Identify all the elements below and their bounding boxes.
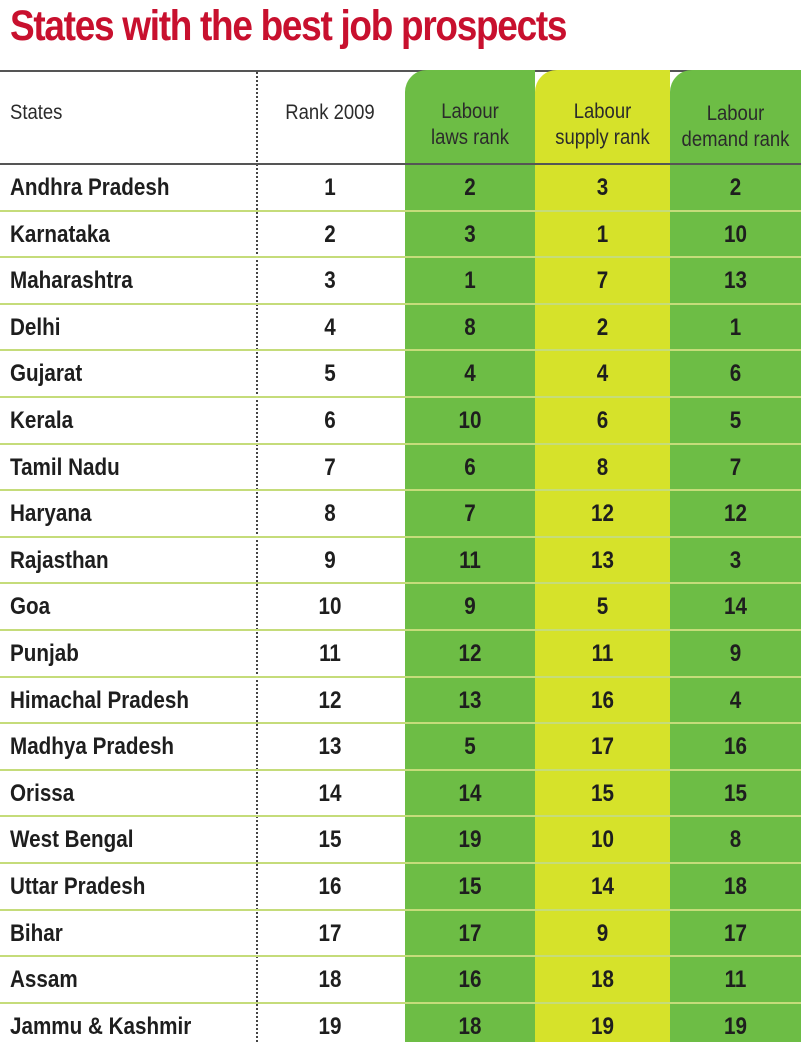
rank-2009-cell: 14 <box>318 779 342 807</box>
state-cell: Jammu & Kashmir <box>10 1012 192 1040</box>
rank-2009-cell: 9 <box>324 546 336 574</box>
rank-2009-cell: 19 <box>318 1012 342 1040</box>
labour-demand-rank-cell: 5 <box>729 406 742 434</box>
state-cell: Delhi <box>10 313 61 341</box>
rank-2009-cell: 3 <box>324 267 336 295</box>
rank-2009-cell: 7 <box>324 453 336 481</box>
state-cell: Bihar <box>10 919 63 947</box>
labour-supply-rank-cell: 4 <box>596 360 609 388</box>
labour-laws-rank-cell: 8 <box>464 313 476 341</box>
labour-laws-rank-cell: 2 <box>464 174 476 201</box>
table-row <box>0 258 801 305</box>
labour-demand-rank-cell: 2 <box>729 174 742 201</box>
table-row <box>0 351 801 398</box>
table-row <box>0 771 801 818</box>
labour-laws-rank-cell: 1 <box>464 267 476 295</box>
rank-2009-cell: 1 <box>324 174 336 201</box>
rank-2009-cell: 8 <box>324 500 336 528</box>
labour-demand-rank-cell: 10 <box>724 220 747 248</box>
table-row <box>0 398 801 445</box>
table-row <box>0 584 801 631</box>
state-cell: Himachal Pradesh <box>10 686 189 714</box>
labour-demand-rank-cell: 9 <box>729 639 742 667</box>
table-row <box>0 817 801 864</box>
rank-2009-cell: 10 <box>318 593 342 621</box>
rank-2009-cell: 2 <box>324 220 336 248</box>
state-cell: Assam <box>10 966 78 994</box>
table-row <box>0 538 801 585</box>
state-cell: West Bengal <box>10 826 134 854</box>
labour-laws-rank-cell: 14 <box>458 779 482 807</box>
labour-supply-rank-cell: 7 <box>596 267 609 295</box>
state-cell: Tamil Nadu <box>10 453 120 481</box>
labour-demand-rank-cell: 17 <box>724 919 747 947</box>
labour-supply-rank-cell: 10 <box>591 826 614 854</box>
labour-laws-rank-cell: 9 <box>464 593 476 621</box>
table-row <box>0 678 801 725</box>
table-row <box>0 957 801 1004</box>
labour-demand-rank-cell: 4 <box>729 686 742 714</box>
table-row <box>0 724 801 771</box>
labour-demand-rank-cell: 7 <box>729 453 742 481</box>
header-labour-demand-line1: Labour <box>706 102 765 125</box>
rank-2009-cell: 13 <box>318 733 342 761</box>
header-labour-demand-line2: demand rank <box>681 128 790 151</box>
table-body <box>0 165 801 1050</box>
header-labour-laws-line2: laws rank <box>430 126 510 149</box>
labour-laws-rank-cell: 6 <box>464 453 476 481</box>
state-cell: Uttar Pradesh <box>10 872 146 900</box>
state-cell: Rajasthan <box>10 546 109 574</box>
table-row <box>0 165 801 212</box>
labour-demand-rank-cell: 8 <box>729 826 742 854</box>
header-states: States <box>10 101 63 124</box>
header-labour-supply-rank <box>543 99 662 151</box>
state-cell: Punjab <box>10 639 79 667</box>
rank-2009-cell: 15 <box>318 826 342 854</box>
rank-2009-cell: 11 <box>319 639 341 667</box>
header-labour-laws-line1: Labour <box>441 100 499 123</box>
labour-supply-rank-cell: 11 <box>591 639 614 667</box>
table-row <box>0 911 801 958</box>
labour-laws-rank-cell: 5 <box>464 733 476 761</box>
state-cell: Orissa <box>10 779 75 807</box>
labour-laws-rank-cell: 3 <box>464 220 476 248</box>
labour-supply-rank-cell: 9 <box>596 919 609 947</box>
labour-laws-rank-cell: 13 <box>458 686 482 714</box>
labour-supply-rank-cell: 1 <box>596 220 609 248</box>
labour-supply-rank-cell: 13 <box>591 546 614 574</box>
state-cell: Gujarat <box>10 360 83 388</box>
labour-supply-rank-cell: 2 <box>596 313 609 341</box>
labour-supply-rank-cell: 17 <box>591 733 614 761</box>
labour-demand-rank-cell: 15 <box>724 779 747 807</box>
labour-laws-rank-cell: 4 <box>464 360 476 388</box>
rank-2009-cell: 4 <box>324 313 336 341</box>
labour-supply-rank-cell: 6 <box>596 406 609 434</box>
labour-supply-rank-cell: 3 <box>596 174 609 201</box>
labour-supply-rank-cell: 19 <box>591 1012 614 1040</box>
header-labour-supply-line1: Labour <box>573 100 632 123</box>
header-rank-2009: Rank 2009 <box>285 101 375 124</box>
labour-demand-rank-cell: 13 <box>724 267 747 295</box>
rank-2009-cell: 16 <box>318 872 342 900</box>
state-cell: Maharashtra <box>10 267 133 295</box>
labour-supply-rank-cell: 15 <box>591 779 614 807</box>
table-row <box>0 305 801 352</box>
labour-supply-rank-cell: 12 <box>591 500 614 528</box>
labour-laws-rank-cell: 18 <box>458 1012 482 1040</box>
labour-demand-rank-cell: 1 <box>729 313 742 341</box>
table-row <box>0 864 801 911</box>
rank-2009-cell: 18 <box>318 966 342 994</box>
chart-title: States with the best job prospects <box>10 2 567 50</box>
header-labour-supply-line2: supply rank <box>555 126 650 149</box>
state-cell: Madhya Pradesh <box>10 733 175 761</box>
table-row <box>0 631 801 678</box>
labour-demand-rank-cell: 18 <box>724 872 747 900</box>
rank-2009-cell: 17 <box>318 919 342 947</box>
state-cell: Kerala <box>10 406 74 434</box>
labour-demand-rank-cell: 16 <box>724 733 747 761</box>
labour-laws-rank-cell: 10 <box>458 406 482 434</box>
state-cell: Haryana <box>10 500 92 528</box>
table-row <box>0 491 801 538</box>
header-labour-demand-rank <box>678 101 793 153</box>
labour-demand-rank-cell: 11 <box>724 966 747 994</box>
labour-laws-rank-cell: 16 <box>458 966 482 994</box>
labour-supply-rank-cell: 16 <box>591 686 614 714</box>
table-row <box>0 212 801 259</box>
labour-supply-rank-cell: 14 <box>591 872 614 900</box>
labour-laws-rank-cell: 19 <box>458 826 482 854</box>
labour-laws-rank-cell: 7 <box>464 500 476 528</box>
state-cell: Karnataka <box>10 220 110 248</box>
labour-demand-rank-cell: 6 <box>729 360 742 388</box>
labour-laws-rank-cell: 12 <box>458 639 482 667</box>
state-cell: Goa <box>10 593 51 621</box>
table-row <box>0 445 801 492</box>
rank-2009-cell: 5 <box>324 360 336 388</box>
state-cell: Andhra Pradesh <box>10 174 170 201</box>
labour-demand-rank-cell: 14 <box>724 593 747 621</box>
labour-demand-rank-cell: 12 <box>724 500 747 528</box>
labour-laws-rank-cell: 17 <box>458 919 482 947</box>
table-row <box>0 1004 801 1050</box>
labour-demand-rank-cell: 19 <box>724 1012 747 1040</box>
rank-2009-cell: 6 <box>324 406 336 434</box>
rank-2009-cell: 12 <box>318 686 342 714</box>
labour-laws-rank-cell: 11 <box>459 546 481 574</box>
labour-supply-rank-cell: 18 <box>591 966 614 994</box>
labour-laws-rank-cell: 15 <box>458 872 482 900</box>
labour-supply-rank-cell: 8 <box>596 453 609 481</box>
labour-supply-rank-cell: 5 <box>596 593 609 621</box>
labour-demand-rank-cell: 3 <box>729 546 742 574</box>
header-labour-laws-rank <box>413 99 527 151</box>
